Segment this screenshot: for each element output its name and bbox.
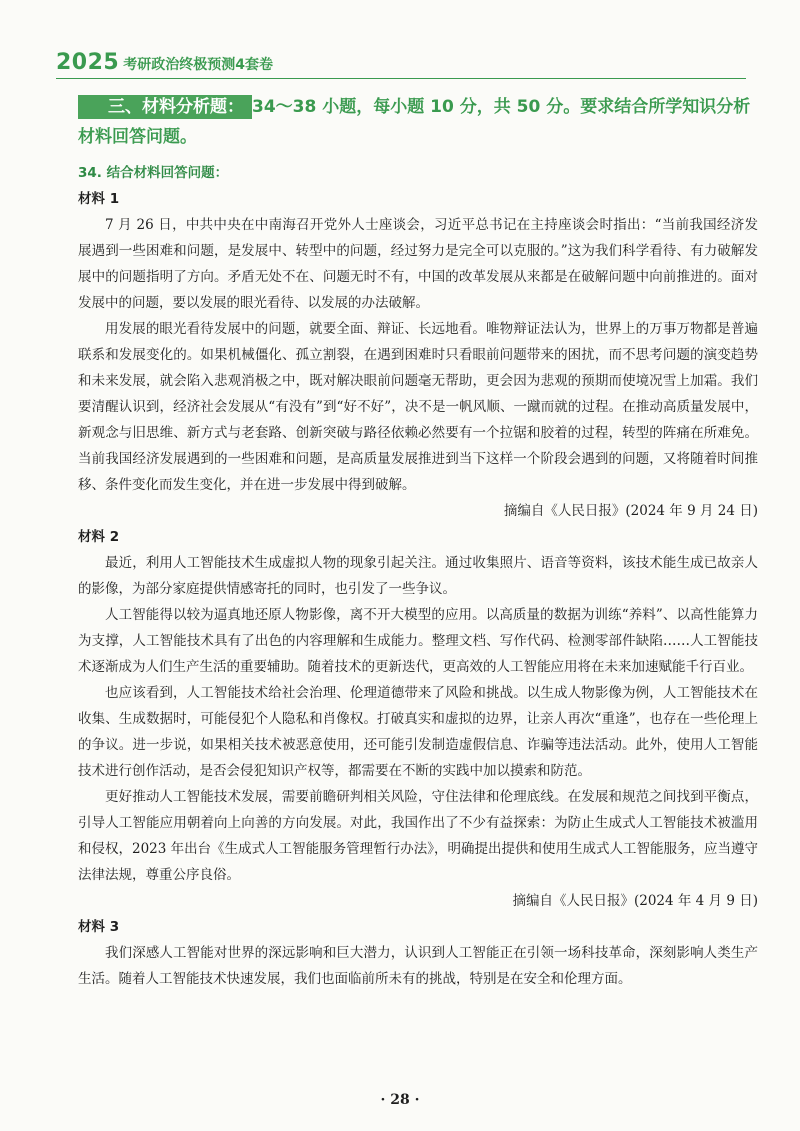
header-divider — [56, 78, 746, 79]
section-heading — [78, 92, 754, 152]
section-instruction: 34～38 小题，每小题 10 分，共 50 分。要求结合所学知识分析材料回答问题。 — [78, 97, 751, 147]
question-number: 34. 结合材料回答问题： — [78, 165, 229, 181]
material-source: 摘编自《人民日报》(2024 年 4 月 9 日) — [512, 893, 758, 909]
material-label: 材料 1 — [78, 191, 120, 207]
material-label: 材料 3 — [78, 919, 120, 935]
material-source: 摘编自《人民日报》(2024 年 9 月 24 日) — [503, 503, 758, 519]
header-year: 2025 — [56, 50, 120, 75]
material-paragraph: 用发展的眼光看待发展中的问题，就要全面、辩证、长远地看。唯物辩证法认为，世界上的万事万物都是普遍联系和发展变化的。如果机械僵化、孤立割裂，在遇到困难时只看眼前问题带来的困扰，而不思考问题的演变趋势和未来发展，就会陷入悲观消极之中，既对解决眼前问题毫无帮助，更会因为悲观的预期而使境况雪上加霜。我们要清醒认识到，经济社会发展从“有没有”到“好不好”，决不是一帆风顺、一蹴而就的过程。在推动高质量发展中，新观念与旧思维、新方式与老套路、创新突破与路径依赖必然要有一个拉锯和胶着的过程，转型的阵痛在所难免。当前我国经济发展遇到的一些困难和问题，是高质量发展推进到当下这样一个阶段会遇到的问题，又将随着时间推移、条件变化而发生变化，并在进一步发展中得到破解。 — [78, 321, 758, 493]
material-paragraph: 最近，利用人工智能技术生成虚拟人物的现象引起关注。通过收集照片、语音等资料，该技术能生成已故亲人的影像，为部分家庭提供情感寄托的同时，也引发了一些争议。 — [78, 555, 758, 597]
page-number: · 28 · — [380, 1092, 420, 1108]
material-paragraph: 我们深感人工智能对世界的深远影响和巨大潜力，认识到人工智能正在引领一场科技革命，深刻影响人类生产生活。随着人工智能技术快速发展，我们也面临前所未有的挑战，特别是在安全和伦理方面。 — [78, 945, 758, 987]
header-title: 考研政治终极预测4套卷 — [123, 57, 273, 73]
section-tag: 三、材料分析题： — [78, 95, 252, 119]
question-body — [78, 160, 758, 992]
material-label: 材料 2 — [78, 529, 120, 545]
material-paragraph: 7 月 26 日，中共中央在中南海召开党外人士座谈会，习近平总书记在主持座谈会时指出：“当前我国经济发展遇到一些困难和问题，是发展中、转型中的问题，经过努力是完全可以克服的。”这为我们科学看待、有力破解发展中的问题指明了方向。矛盾无处不在、问题无时不有，中国的改革发展从来都是在破解问题中向前推进的。面对发展中的问题，要以发展的眼光看待、以发展的办法破解。 — [78, 217, 758, 311]
material-paragraph: 人工智能得以较为逼真地还原人物影像，离不开大模型的应用。以高质量的数据为训练“养料”、以高性能算力为支撑，人工智能技术具有了出色的内容理解和生成能力。整理文档、写作代码、检测零部件缺陷……人工智能技术逐渐成为人们生产生活的重要辅助。随着技术的更新迭代，更高效的人工智能应用将在未来加速赋能千行百业。 — [78, 607, 758, 675]
running-header — [56, 50, 273, 75]
material-paragraph: 也应该看到，人工智能技术给社会治理、伦理道德带来了风险和挑战。以生成人物影像为例，人工智能技术在收集、生成数据时，可能侵犯个人隐私和肖像权。打破真实和虚拟的边界，让亲人再次“重逢”，也存在一些伦理上的争议。进一步说，如果相关技术被恶意使用，还可能引发制造虚假信息、诈骗等违法活动。此外，使用人工智能技术进行创作活动，是否会侵犯知识产权等，都需要在不断的实践中加以摸索和防范。 — [78, 685, 758, 779]
material-paragraph: 更好推动人工智能技术发展，需要前瞻研判相关风险，守住法律和伦理底线。在发展和规范之间找到平衡点，引导人工智能应用朝着向上向善的方向发展。对此，我国作出了不少有益探索：为防止生成式人工智能技术被滥用和侵权，2023 年出台《生成式人工智能服务管理暂行办法》，明确提出提供和使用生成式人工智能服务，应当遵守法律法规，尊重公序良俗。 — [78, 789, 758, 883]
